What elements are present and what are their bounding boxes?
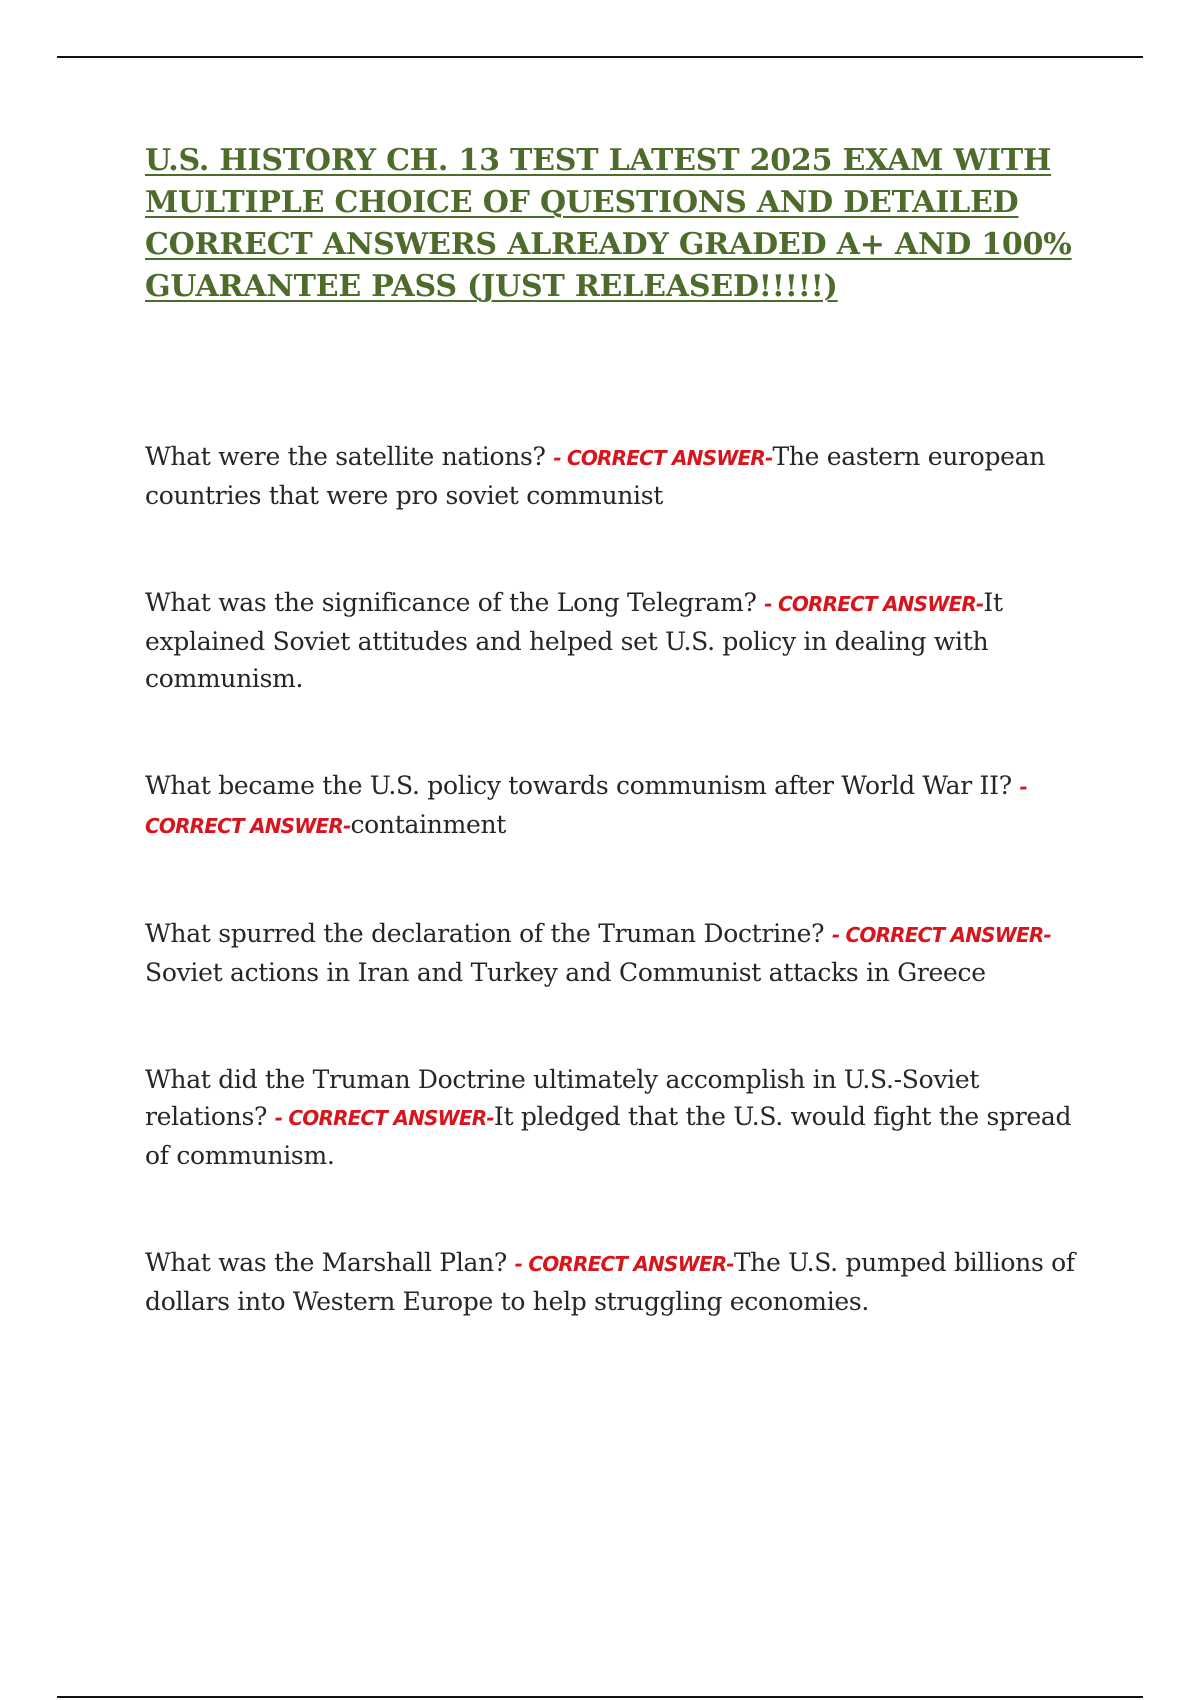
answer-text: The eastern european countries that were pro soviet communist [145,442,1046,510]
qa-item [145,584,1095,697]
question-text: What was the Marshall Plan? [145,1248,515,1277]
answer-text: containment [350,810,507,839]
qa-item [145,767,1095,845]
answer-text: The U.S. pumped billions of dollars into Western Europe to help struggling economies. [145,1248,1075,1316]
bottom-rule [57,1696,1143,1698]
correct-answer-marker: - CORRECT ANSWER- [553,446,773,470]
correct-answer-marker: - CORRECT ANSWER- [514,1252,734,1276]
answer-text: Soviet actions in Iran and Turkey and Communist attacks in Greece [145,958,986,987]
correct-answer-marker: - CORRECT ANSWER- [764,592,984,616]
qa-item [145,1244,1095,1320]
question-text: What was the significance of the Long Telegram? [145,588,765,617]
question-text: What were the satellite nations? [145,442,554,471]
question-text: What spurred the declaration of the Truman Doctrine? [145,919,832,948]
qa-item [145,438,1095,514]
question-text: What became the U.S. policy towards communism after World War II? [145,771,1020,800]
qa-item [145,915,1095,991]
answer-text: It pledged that the U.S. would fight the spread of communism. [145,1102,1072,1170]
top-rule [57,56,1143,58]
correct-answer-marker: - CORRECT ANSWER- [274,1106,494,1130]
question-text: What did the Truman Doctrine ultimately accomplish in U.S.-Soviet relations? [145,1065,980,1131]
qa-item [145,1061,1095,1174]
correct-answer-marker: - CORRECT ANSWER- [145,775,1027,838]
answer-text: It explained Soviet attitudes and helped set U.S. policy in dealing with communism. [145,588,1003,693]
document-title: U.S. HISTORY CH. 13 TEST LATEST 2025 EXAM WITH MULTIPLE CHOICE OF QUESTIONS AND DETAILED CORRECT ANSWERS ALREADY GRADED A+ AND 100% GUARANTEE PASS (JUST RELEASED!!!!!) [145,143,1072,304]
correct-answer-marker: - CORRECT ANSWER- [831,923,1051,947]
qa-list [145,438,1095,1320]
